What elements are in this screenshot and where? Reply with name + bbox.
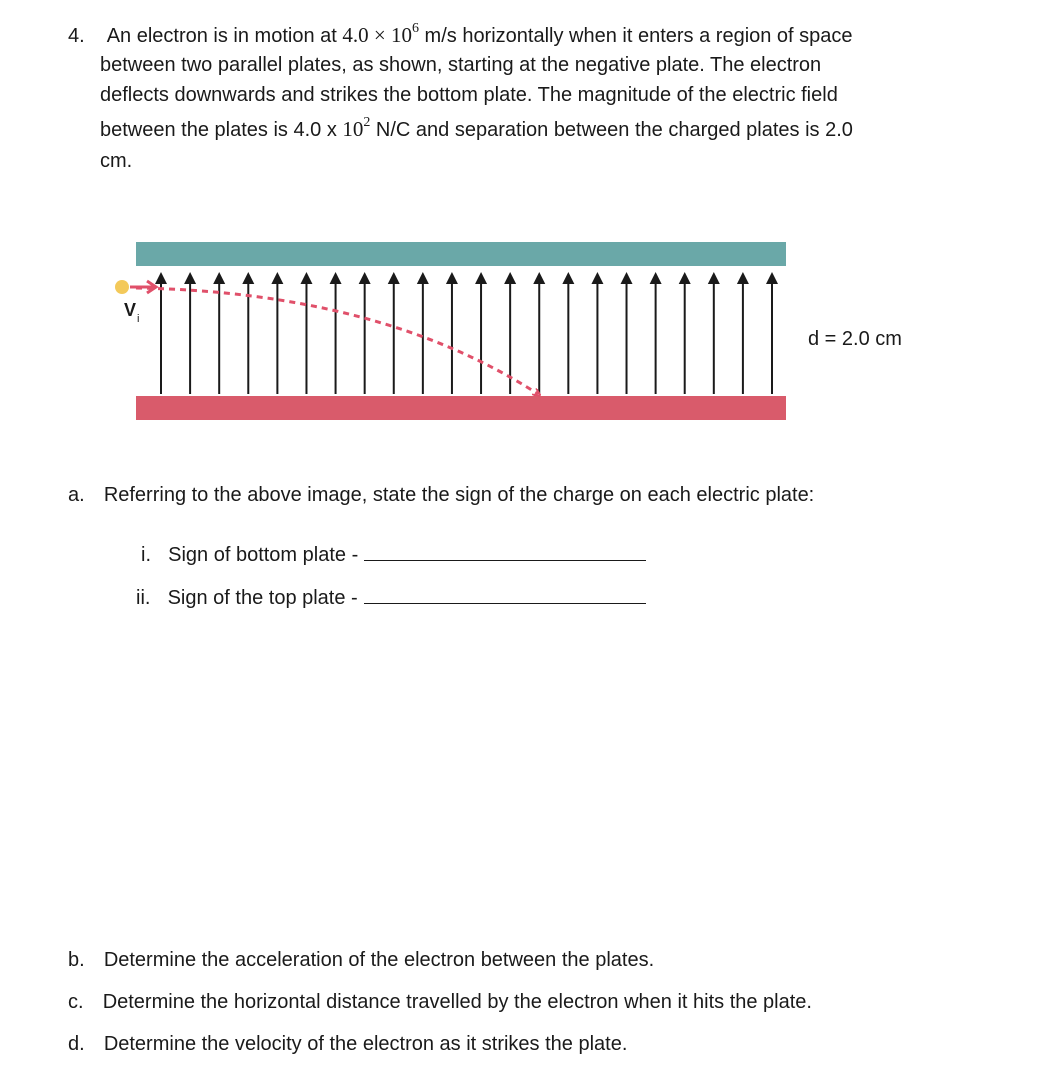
- speed-mantissa: 4.0 × 10: [342, 23, 412, 47]
- question-text-intro: An electron is in motion at: [106, 25, 343, 47]
- separation-label: d = 2.0 cm: [808, 328, 902, 350]
- field-arrowhead: [621, 272, 633, 284]
- field-arrowhead: [504, 272, 516, 284]
- part-b: [68, 946, 654, 974]
- part-b-letter: b.: [68, 949, 85, 971]
- field-arrowhead: [562, 272, 574, 284]
- part-b-text: Determine the acceleration of the electron between the plates.: [103, 949, 655, 971]
- velocity-subscript: i: [137, 313, 140, 325]
- item-ii-marker: ii.: [136, 587, 151, 609]
- question-line-3: deflects downwards and strikes the bottom plate. The magnitude of the electric field: [100, 84, 838, 106]
- diagram-svg: [100, 230, 940, 430]
- velocity-label: V: [124, 300, 137, 320]
- part-a-letter: a.: [68, 484, 85, 506]
- field-arrowhead: [359, 272, 371, 284]
- part-d-letter: d.: [68, 1033, 85, 1055]
- speed-exponent: 6: [411, 21, 419, 36]
- part-c-letter: c.: [68, 991, 84, 1013]
- field-arrowhead: [533, 272, 545, 284]
- electron: [115, 280, 129, 294]
- item-i-text: Sign of bottom plate -: [168, 544, 359, 566]
- field-arrowhead: [679, 272, 691, 284]
- field-arrowhead: [766, 272, 778, 284]
- field-arrowhead: [475, 272, 487, 284]
- field-arrowhead: [213, 272, 225, 284]
- field-arrowhead: [388, 272, 400, 284]
- field-arrowhead: [184, 272, 196, 284]
- field-arrowhead: [300, 272, 312, 284]
- part-d-text: Determine the velocity of the electron as it strikes the plate.: [103, 1033, 628, 1055]
- part-a-text: Referring to the above image, state the sign of the charge on each electric plate:: [103, 484, 815, 506]
- top-plate: [136, 242, 786, 266]
- field-arrowhead: [271, 272, 283, 284]
- field-arrowhead: [591, 272, 603, 284]
- top-plate-answer-blank[interactable]: [364, 585, 646, 604]
- field-arrowhead: [737, 272, 749, 284]
- parallel-plates-diagram: [100, 230, 940, 430]
- bottom-plate: [136, 396, 786, 420]
- field-text-b: N/C and separation between the charged plates is 2.0: [370, 119, 853, 141]
- field-arrowhead: [708, 272, 720, 284]
- field-arrowhead: [650, 272, 662, 284]
- question-line-1: [68, 20, 853, 54]
- question-line-4: [100, 114, 853, 148]
- part-a-item-i: [141, 541, 646, 569]
- part-a: [68, 481, 814, 509]
- field-arrowhead: [446, 272, 458, 284]
- field-base: 10: [342, 117, 364, 141]
- part-d: [68, 1030, 627, 1058]
- field-text-a: between the plates is 4.0 x: [100, 119, 343, 141]
- item-i-marker: i.: [141, 544, 151, 566]
- field-arrowhead: [242, 272, 254, 284]
- speed-unit-text: m/s horizontally when it enters a region of space: [418, 25, 853, 47]
- field-arrowhead: [330, 272, 342, 284]
- field-arrowhead: [155, 272, 167, 284]
- question-line-2: between two parallel plates, as shown, starting at the negative plate. The electron: [100, 54, 822, 76]
- electron-trajectory: [136, 288, 538, 394]
- bottom-plate-answer-blank[interactable]: [364, 542, 646, 561]
- part-c-text: Determine the horizontal distance travelled by the electron when it hits the plate.: [102, 991, 812, 1013]
- part-a-item-ii: [136, 584, 646, 612]
- item-ii-text: Sign of the top plate -: [167, 587, 358, 609]
- field-lines: [155, 272, 778, 394]
- field-exponent: 2: [363, 115, 371, 130]
- part-c: [68, 988, 812, 1016]
- field-arrowhead: [417, 272, 429, 284]
- question-number: 4.: [68, 25, 85, 47]
- question-line-5: cm.: [100, 150, 133, 172]
